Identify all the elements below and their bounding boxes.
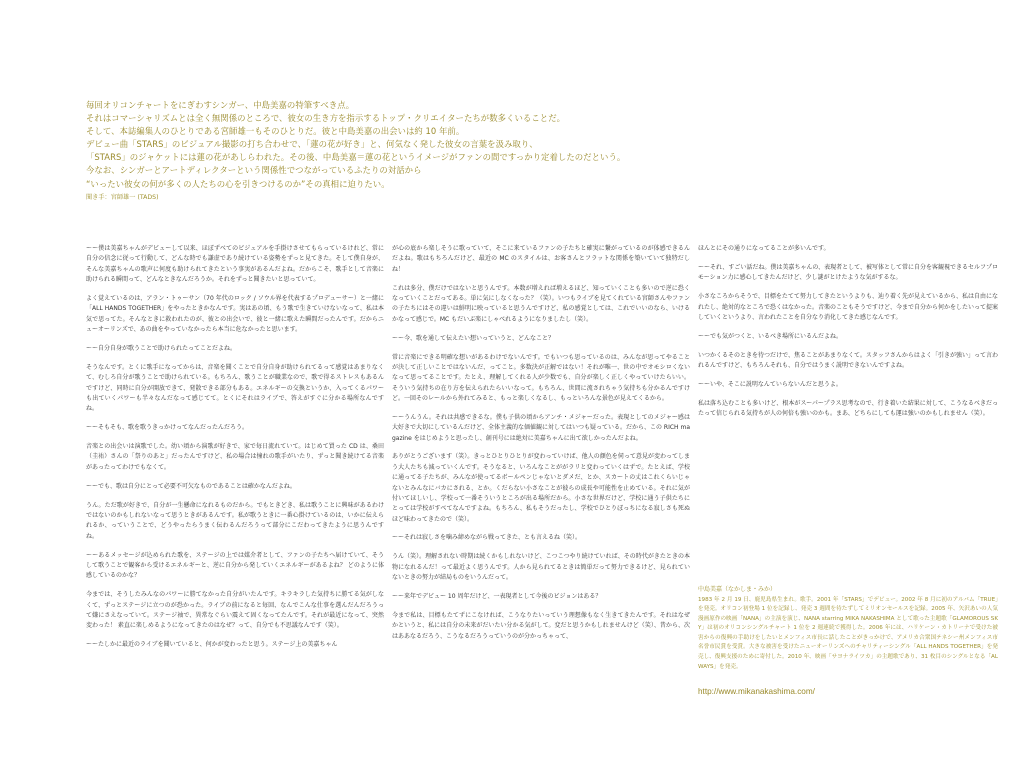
paragraph: ーーうんうん。それは共感できるな。僕も子供の頃からアンチ・メジャーだった。表現としてのメジャー感は大好きで大切にしているんだけど、全体主義的な価値観に対してはいつも疑っている。だから、この RICH magazine をはじめようと思ったし、創刊号には絶対に美嘉ちゃんに出て欲しかったんだよね。 [392,413,690,442]
paragraph: 今までは、そうしたみんなのパワーに勝てなかった自分がいたんです。キラキラした気持ちに勝てる気がしなくて、ずっとステージに立つのが恐かった。ライブの前になると毎回、なんでこんな仕事を選んだんだろうって嫌にさえなっていて。ステージ袖で、異常なぐらい震えて固くなってたんです。それが最近になって、突然変わった！ 素直に楽しめるようになってきたのはなぜ？って、自分でも不思議なんです（笑）。 [86,591,384,630]
paragraph: ーー今、歌を通して伝えたい想いっていうと、どんなこと？ [392,334,555,342]
lead-intro [86,99,646,204]
paragraph: ーー来年でデビュー 10 周年だけど、一表現者として今後のビジョンはある？ [392,593,602,601]
paragraph: いつかくるそのときを待つだけで、焦ることがあまりなくて。スタッフさんからはよく「引きが強い」って言われるんですけど、もちろんそれも、自分ではうまく説明できないんですよね。 [698,351,998,370]
paragraph: うん。ただ歌が好きで、自分が一生懸命になれるものだから。でもときどき、私は歌うことに興味があるわけではないのかもしれないなって思うときがあるんです。私が歌うときに一番心掛けているのは、いかに伝えられるか、っていうことで、どうやったらうまく伝わるんだろうって部分にこだわってきたように思うんですね。 [86,501,384,540]
paragraph: ーーそれ、すごい話だね。僕は美嘉ちゃんの、表現者として、被写体として常に自分を客観視できるセルフプロモーション力に感心してきたんだけど、少し謎がとけたような気がするな。 [698,263,999,282]
paragraph: ーーあるメッセージが込められた歌を、ステージの上では媒介者として、ファンの子たちへ届けていて、そうして歌うことで観客から受けるエネルギーと、逆に自分から発していくエネルギーがあるよね？ どのように体感しているのかな？ [86,551,384,580]
paragraph: が心の底から楽しそうに歌っていて、そこに来ているファンの子たちと確実に繋がっているのが体感できるんだよね。歌はもちろんだけど、最近の MC のスタイルは、お客さんとフラットな関係を築いていて独特だしね！ [392,245,690,273]
lead-line: “いったい彼女の何が多くの人たちの心を引きつけるのか”その真相に迫りたい。 [86,178,390,189]
profile-name: 中島美嘉（なかしま・みか） [698,586,777,593]
paragraph: ーーでも、歌は自分にとって必要不可欠なものであることは確かなんだよね。 [86,482,296,490]
paragraph: ーー僕は美嘉ちゃんがデビューして以来、ほぼずべてのビジュアルを手掛けさせてもらっているけれど、常に自分の信念に従って行動して、どんな時でも謙虚であり続けている姿勢をずっと見てきた。そして僕自身が、そんな美嘉ちゃんの歌声に何度も助けられてきたという事実があるんだよね。だからこそ、歌手として音楽に助けられる瞬間って、どんなときなんだろうか。それをずっと聞きたいと思っていて。 [86,245,384,284]
paragraph: うん（笑）。理解されない時期は続くかもしれないけど、こつこつやり続けていれば、その時代がきたときの本物になれるんだ！って最近よく思うんです。人から見られてるときは簡単だって努力できるけど、見られていないときの努力が結局ものをいうんだって。 [392,553,690,582]
profile-text: 1983 年 2 月 19 日、鹿児島県生まれ。歌手。2001 年「STARS」でデビュー。2002 年 8 月に初のアルバム「TRUE」を発売。オリコン初登場 1 位を記録し、発売 3 週間を待たずしてミリオンセールスを記録。2005 年、矢沢あいの人気漫画原作の映画「NANA」の主演を演じ、NANA starring MIKA NAKASHIMA として歌った主題歌「GLAMOROUS SKY」は初のオリコンシングルチャート 1 位を 2 週連続で獲得した。2006 年には、ハリケーン・カトリーナで受けた被害からの復興の手助けをしたいとメンフィス市長に話したことがきっかけで、アメリカ合衆国テネシー州メンフィス市名誉市民賞を受賞。大きな被害を受けたニューオーリンズへのチャリティーシングル「ALL HANDS TOGETHER」を発売し、復興支援のために寄付した。2010 年、映画「サヨナライツカ」の主題歌であり、31 枚目のシングルとなる「ALWAYS」を発売。 [698,596,998,670]
paragraph: ーーたしかに最近のライブを聞いていると、何かが変わったと思う。ステージ上の美嘉ちゃん [86,641,338,649]
interviewer-credit: 聞き手：宮師雄一 (TADS) [86,193,159,201]
paragraph: そうなんです。とくに歌手になってからは、音楽を聞くことで自分自身が助けられてるって感覚はあまりなくて、むしろ自分が歌うことで助けられている。もちろん、歌うことが職業なので、歌で得るストレスもあるんですけど、同時に自分が開放できて、発散できる部分もある。エネルギーの交換というか、入ってくるパワーも出ていくパワーも半々なんだなって感じてて。とくにそれはライブで、答えがすぐに分かる場所なんですね。 [86,363,384,413]
article-column-3 [698,244,998,428]
paragraph: 私は落ち込むことも多いけど、根本がスーパープラス思考なので、行き着いた結果に対して、こうなるべきだったって信じられる気持ちが人の何倍も強いのかも。まあ、どちらにしても運は強いのかもしれません（笑）。 [698,400,998,418]
paragraph: ありがとうございます（笑）。きっとひとりひとりが変わっていけば、他人の顔色を伺って意見が変わってしまう大人たちも減っていくんです。そうなると、いろんなことががラリと変わっていくはずで。たとえば、学校に通ってる子たちが、みんなが使ってるボールペンじゃないとダメだ、とか、スカートの丈はこれくらいじゃないとみんなにバカにされる、とか。くだらない小さなことが彼らの成長や可能性を止めている。それに気が付いてほしいし、学校って一番そういうところが出る場所だから。小さな世界だけど、学校に通う子供たちにとっては学校がすべてなんですよね。もちろん、私もそうだったし、学校でひとりぼっちになる寂しさも死ぬほど味わってきたので（笑）。 [392,453,690,523]
paragraph: 音楽との出会いは演歌でした。幼い頃から演歌が好きで、家で毎日流れていて。はじめて買った CD は、桑田（圭祐）さんの「祭りのあと」だったんですけど、私の場合は憧れの歌手がいたり、ずっと聞き続けてる音楽があったってわけでもなくて。 [86,443,384,471]
paragraph: ーーでも気がつくと、いるべき場所にいるんだよね。 [698,332,843,340]
paragraph: 小さなころからそうで、目標をたてて努力してきたというよりも、辿り着く先が見えているから、私は自由になれたし、絶対的なところで恐くはなかった。音楽のこともそうですけど、今まで自分から何かをしたいって提案していくというより、言われたことを自分なり消化してきた感じなんです。 [698,293,998,321]
lead-line: 今なお、シンガーとアートディレクターという関係性でつながっているふたりの対話から [86,165,422,176]
paragraph: よく覚えているのは、アラン・トゥーサン（70 年代のロック / ソウル界を代表するプロデューサー）と一緒に「ALL HANDS TOGETHER」をやったときかなんです。実はあの頃、もう歌で生きていけないなって、私は本気で思ってた。そんなときに救われたのが、彼との出会いで、彼と一緒に歌えた瞬間だったんです。だからニューオーリンズで、あの曲をやっていなかったら本当に危なかったと思います。 [86,294,384,333]
paragraph: これは多分、僕だけではないと思うんです。本数が増えれば増えるほど、知っていくことも多いので逆に恐くなっていくことだってある。単に気にしなくなった？（笑）。いつもライブを見てくれている宮師さんやファンの子たちにはその違いは鮮明に映っていると思うんですけど、私の感覚としては、これでいいのなら、いけるかなって感じで。MC もだいぶ楽にしゃべれるようになりましたし（笑）。 [392,284,690,323]
lead-line: 「STARS」のジャケットには蓮の花があしらわれた。その後、中島美嘉＝蓮の花というイメージがファンの間ですっかり定着したのだという。 [86,152,626,163]
paragraph: ほんとにその通りになってることが多いんです。 [698,245,830,252]
lead-line: それはコマーシャリズムとは全く無関係のところで、彼女の生き方を指示するトップ・クリエイターたちが数多くいることだ。 [86,113,566,124]
lead-line: 毎回オリコンチャートをにぎわすシンガー、中島美嘉の特筆すべき点。 [86,100,355,110]
article-column-1 [86,244,384,659]
artist-profile [698,585,998,698]
paragraph: 今まで私は、目標もたてずにこなければ、こうなりたいっていう理想像もなく生きてきたんです。それはなぜかというと、私には自分の未来がだいたい分かる気がして。変だと思うかもしれませんけど（笑）、昔から、次はああなるだろう、こうなるだろうっていうのが分かっちゃって、 [392,611,690,640]
paragraph: ーーいや、そこに説明なんていらないんだと思うよ。 [698,381,842,389]
paragraph: ーーそもそも、歌を歌うきっかけってなんだったんだろう。 [86,424,249,432]
lead-line: そして、本誌編集人のひとりである宮師雄一もそのひとりだ。彼と中島美嘉の出会いは約 10 年前。 [86,126,465,137]
lead-line: デビュー曲「STARS」のビジュアル撮影の打ち合わせで、「蓮の花が好き」と、何気なく発した彼女の言葉を汲み取り、 [86,139,538,150]
paragraph: ーーそれは寂しさを噛み締めながら戦ってきた、とも言えるね（笑）。 [392,534,582,542]
paragraph: ーー自分自身が歌うことで助けられたってことだよね。 [86,344,237,352]
paragraph: 常に音楽にできる明確な想いがあるわけでないんです。でもいつも思っているのは、みんなが思ってやることが決して正しいことではないんだ、ってこと。多数決が正解ではない！それが唯一、世の中でオモシロくないなって思ってることです。たとえ、理解してくれる人が少数でも、自分が楽しく正しくやっていけたらいい。そういう気持ちの在り方を伝えられたらいいなって。もちろん、世間に流されちゃう気持ちも分かるんですけど。一回そのレールから外れてみると、もっと楽しくなるし、もっといろんな景色が見えてくるから。 [392,353,690,402]
article-column-2 [392,244,690,651]
official-site-url: http://www.mikanakashima.com/ [698,687,815,697]
